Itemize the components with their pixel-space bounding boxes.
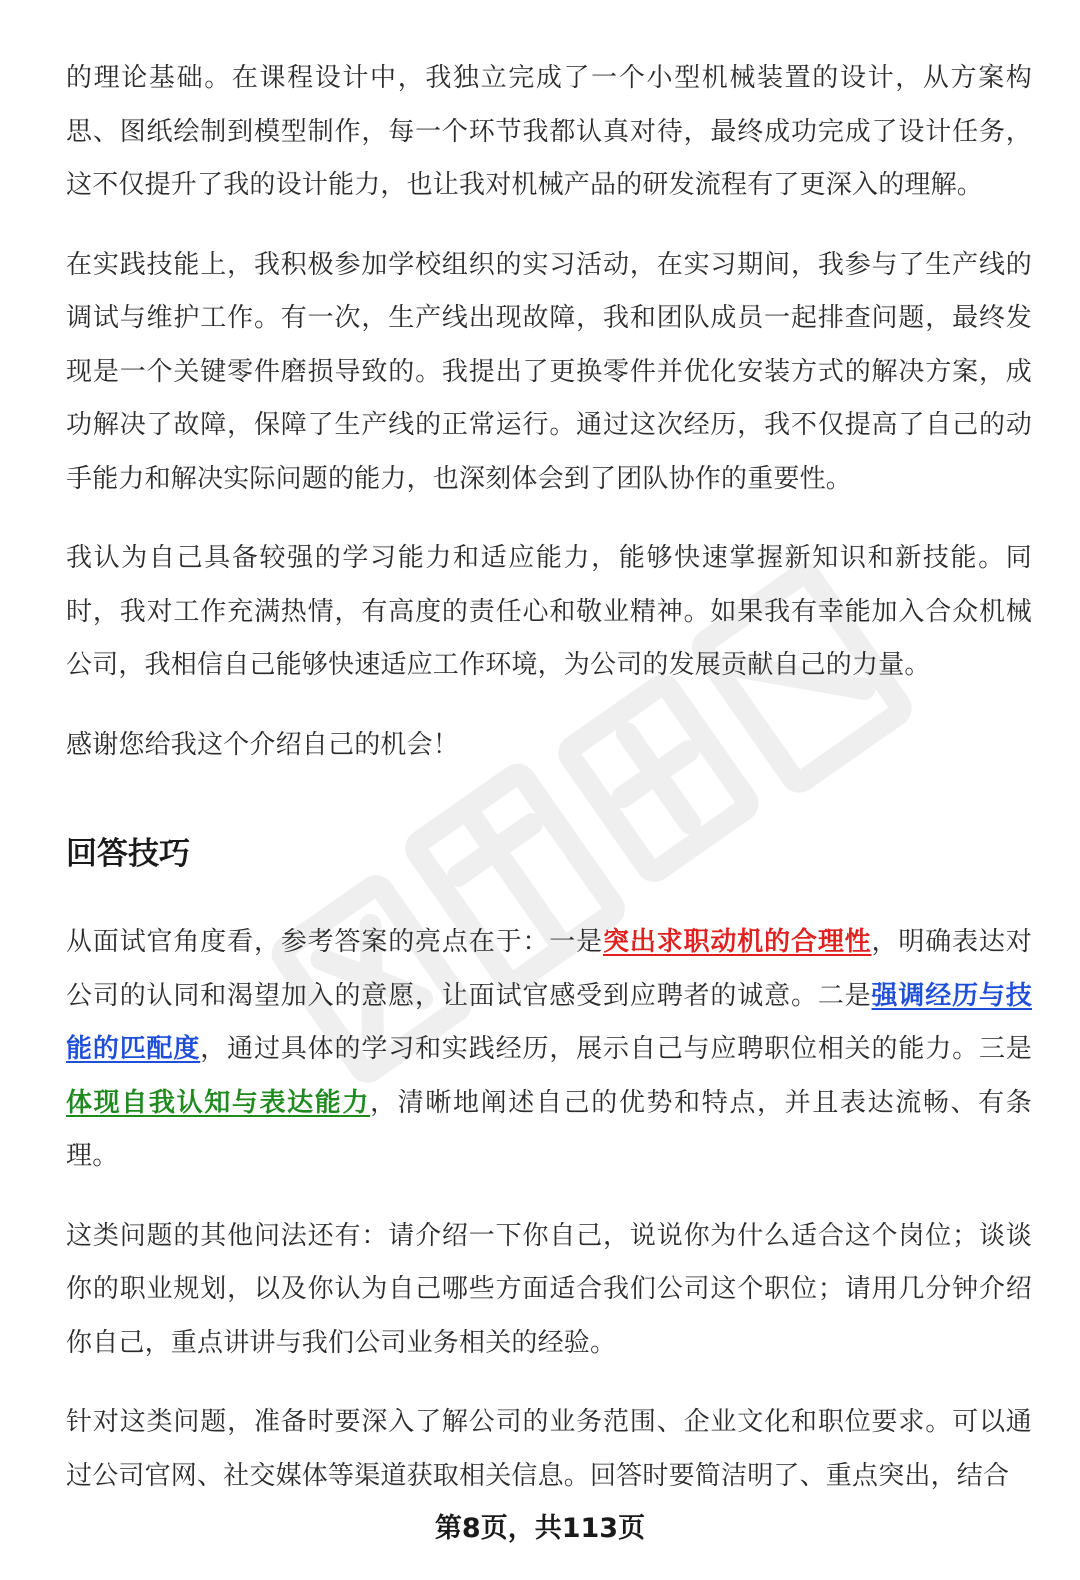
paragraph-tips-highlights <box>66 916 1032 1184</box>
paragraph-thanks: 感谢您给我这个介绍自己的机会！ <box>66 729 460 760</box>
highlight-self-awareness: 体现自我认知与表达能力 <box>66 1087 371 1118</box>
tips-text-intro: 从面试官角度看，参考答案的亮点在于：一是 <box>66 927 604 957</box>
page-number-footer: 第8页，共113页 <box>434 1513 646 1544</box>
section-heading-answer-tips: 回答技巧 <box>66 836 190 872</box>
paragraph-preparation: 针对这类问题，准备时要深入了解公司的业务范围、企业文化和职位要求。可以通过公司官网、社交媒体等渠道获取相关信息。回答时要简洁明了、重点突出，结合 <box>66 1407 1032 1491</box>
document-body <box>66 52 1032 1529</box>
paragraph-other-questions: 这类问题的其他问法还有：请介绍一下你自己，说说你为什么适合这个岗位；谈谈你的职业规划，以及你认为自己哪些方面适合我们公司这个职位；请用几分钟介绍你自己，重点讲讲与我们公司业务相关的经验。 <box>66 1220 1032 1358</box>
tips-text-end: ，清晰地阐述自己的优势和特点，并且表达流畅、有条理。 <box>66 1087 1032 1171</box>
paragraph-theory-basis: 的理论基础。在课程设计中，我独立完成了一个小型机械装置的设计，从方案构思、图纸绘制到模型制作，每一个环节我都认真对待，最终成功完成了设计任务，这不仅提升了我的设计能力，也让我对机械产品的研发流程有了更深入的理解。 <box>66 63 1032 200</box>
tips-text-third: ，通过具体的学习和实践经历，展示自己与应聘职位相关的能力。三是 <box>200 1034 1032 1064</box>
paragraph-self-assessment: 我认为自己具备较强的学习能力和适应能力，能够快速掌握新知识和新技能。同时，我对工作充满热情，有高度的责任心和敬业精神。如果我有幸能加入合众机械公司，我相信自己能够快速适应工作环境，为公司的发展贡献自己的力量。 <box>66 543 1032 680</box>
paragraph-practical-skills: 在实践技能上，我积极参加学校组织的实习活动，在实习期间，我参与了生产线的调试与维护工作。有一次，生产线出现故障，我和团队成员一起排查问题，最终发现是一个关键零件磨损导致的。我提出了更换零件并优化安装方式的解决方案，成功解决了故障，保障了生产线的正常运行。通过这次经历，我不仅提高了自己的动手能力和解决实际问题的能力，也深刻体会到了团队协作的重要性。 <box>66 249 1032 494</box>
highlight-motivation: 突出求职动机的合理性 <box>603 927 872 957</box>
tips-text-second: ，明确表达对公司的认同和渴望加入的意愿，让面试官感受到应聘者的诚意。二是 <box>66 927 1032 1011</box>
highlight-skill-match: 强调经历与技能的匹配度 <box>66 980 1032 1064</box>
